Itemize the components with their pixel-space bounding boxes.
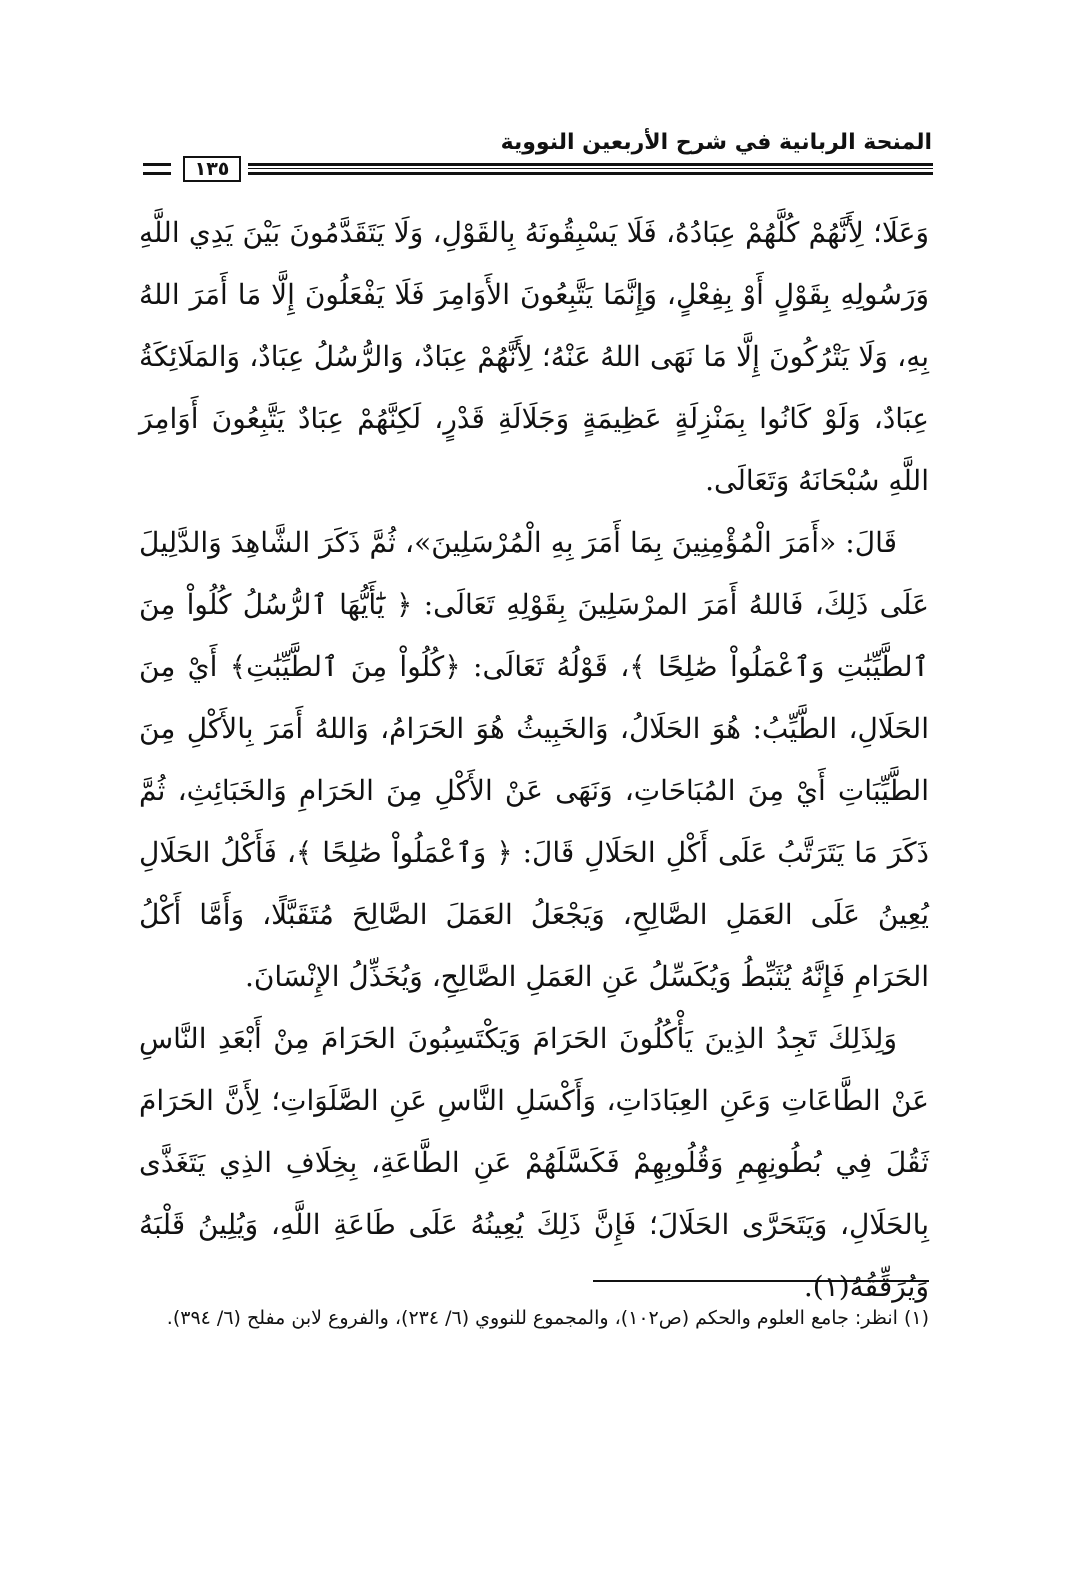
footnote-separator [593, 1280, 929, 1282]
header-rule-main [248, 163, 933, 175]
paragraph-1: وَعَلَا؛ لِأَنَّهُمْ كُلَّهُمْ عِبَادُهُ، فَلَا يَسْبِقُونَهُ بِالقَوْلِ، وَلَا يَتَقَدَّمُونَ بَيْنَ يَدِي اللَّهِ وَرَسُولِهِ بِقَوْلٍ أَوْ بِفِعْلٍ، وَإِنَّمَا يَتَّبِعُونَ الأَوَامِرَ فَلَا يَفْعَلُونَ إِلَّا مَا أَمَرَ اللهُ بِهِ، وَلَا يَتْرُكُونَ إِلَّا مَا نَهَى اللهُ عَنْهُ؛ لِأَنَّهُمْ عِبَادٌ، وَالرُّسُلُ عِبَادٌ، وَالمَلَائِكَةُ عِبَادٌ، وَلَوْ كَانُوا بِمَنْزِلَةٍ عَظِيمَةٍ وَجَلَالَةِ قَدْرٍ، لَكِنَّهُمْ عِبَادٌ يَتَّبِعُونَ أَوَامِرَ اللَّهِ سُبْحَانَهُ وَتَعَالَى. [139, 216, 929, 497]
page-number: ١٣٥ [183, 156, 241, 182]
header-rule-stub [143, 163, 171, 175]
footnote: (١) انظر: جامع العلوم والحكم (ص١٠٢)، والمجموع للنووي (٦/ ٢٣٤)، والفروع لابن مفلح (٦/ ٣٩٤). [166, 1307, 929, 1329]
header-rule [143, 156, 933, 184]
running-title: المنحة الربانية في شرح الأربعين النووية [500, 130, 932, 155]
paragraph-3: وَلِذَلِكَ تَجِدُ الذِينَ يَأْكُلُونَ الحَرَامَ وَيَكْتَسِبُونَ الحَرَامَ مِنْ أَبْعَدِ النَّاسِ عَنْ الطَّاعَاتِ وَعَنِ العِبَادَاتِ، وَأَكْسَلِ النَّاسِ عَنِ الصَّلَوَاتِ؛ لِأَنَّ الحَرَامَ ثَقُلَ فِي بُطُونِهِمِ وَقُلُوبِهِمْ فَكَسَّلَهُمْ عَنِ الطَّاعَةِ، بِخِلَافِ الذِي يَتَغَذَّى بِالحَلَالِ، وَيَتَحَرَّى الحَلَالَ؛ فَإِنَّ ذَلِكَ يُعِينُهُ عَلَى طَاعَةِ اللَّهِ، وَيُلِينُ قَلْبَهُ وَيُرَقِّقُهُ(١). [139, 1022, 929, 1303]
paragraph-2: قَالَ: «أَمَرَ الْمُؤْمِنِينَ بِمَا أَمَرَ بِهِ الْمُرْسَلِينَ»، ثُمَّ ذَكَرَ الشَّاهِدَ وَالدَّلِيلَ عَلَى ذَلِكَ، فَاللهُ أَمَرَ المرْسَلِينَ بِقَوْلِهِ تَعَالَى: ﴿ يَٰٓأَيُّهَا ٱلرُّسُلُ كُلُواْ مِنَ ٱلطَّيِّبَٰتِ وَٱعْمَلُواْ صَٰلِحًا ﴾، قَوْلُهُ تَعَالَى: ﴿كُلُواْ مِنَ ٱلطَّيِّبَٰتِ﴾ أَيْ مِنَ الحَلَالِ، الطَّيِّبُ: هُوَ الحَلَالُ، وَالخَبِيثُ هُوَ الحَرَامُ، وَاللهُ أَمَرَ بِالأَكْلِ مِنَ الطَّيِّبَاتِ أَيْ مِنَ المُبَاحَاتِ، وَنَهَى عَنْ الأَكْلِ مِنَ الحَرَامِ وَالخَبَائِثِ، ثُمَّ ذَكَرَ مَا يَتَرَتَّبُ عَلَى أَكْلِ الحَلَالِ قَالَ: ﴿ وَٱعْمَلُواْ صَٰلِحًا ﴾، فَأَكْلُ الحَلَالِ يُعِينُ عَلَى العَمَلِ الصَّالِحِ، وَيَجْعَلُ العَمَلَ الصَّالِحَ مُتَقَبَّلًا، وَأَمَّا أَكْلُ الحَرَامِ فَإِنَّهُ يُثَبِّطُ وَيُكَسِّلُ عَنِ العَمَلِ الصَّالِحِ، وَيُخَذِّلُ الإِنْسَانَ. [139, 526, 929, 993]
body-text [139, 202, 929, 1318]
